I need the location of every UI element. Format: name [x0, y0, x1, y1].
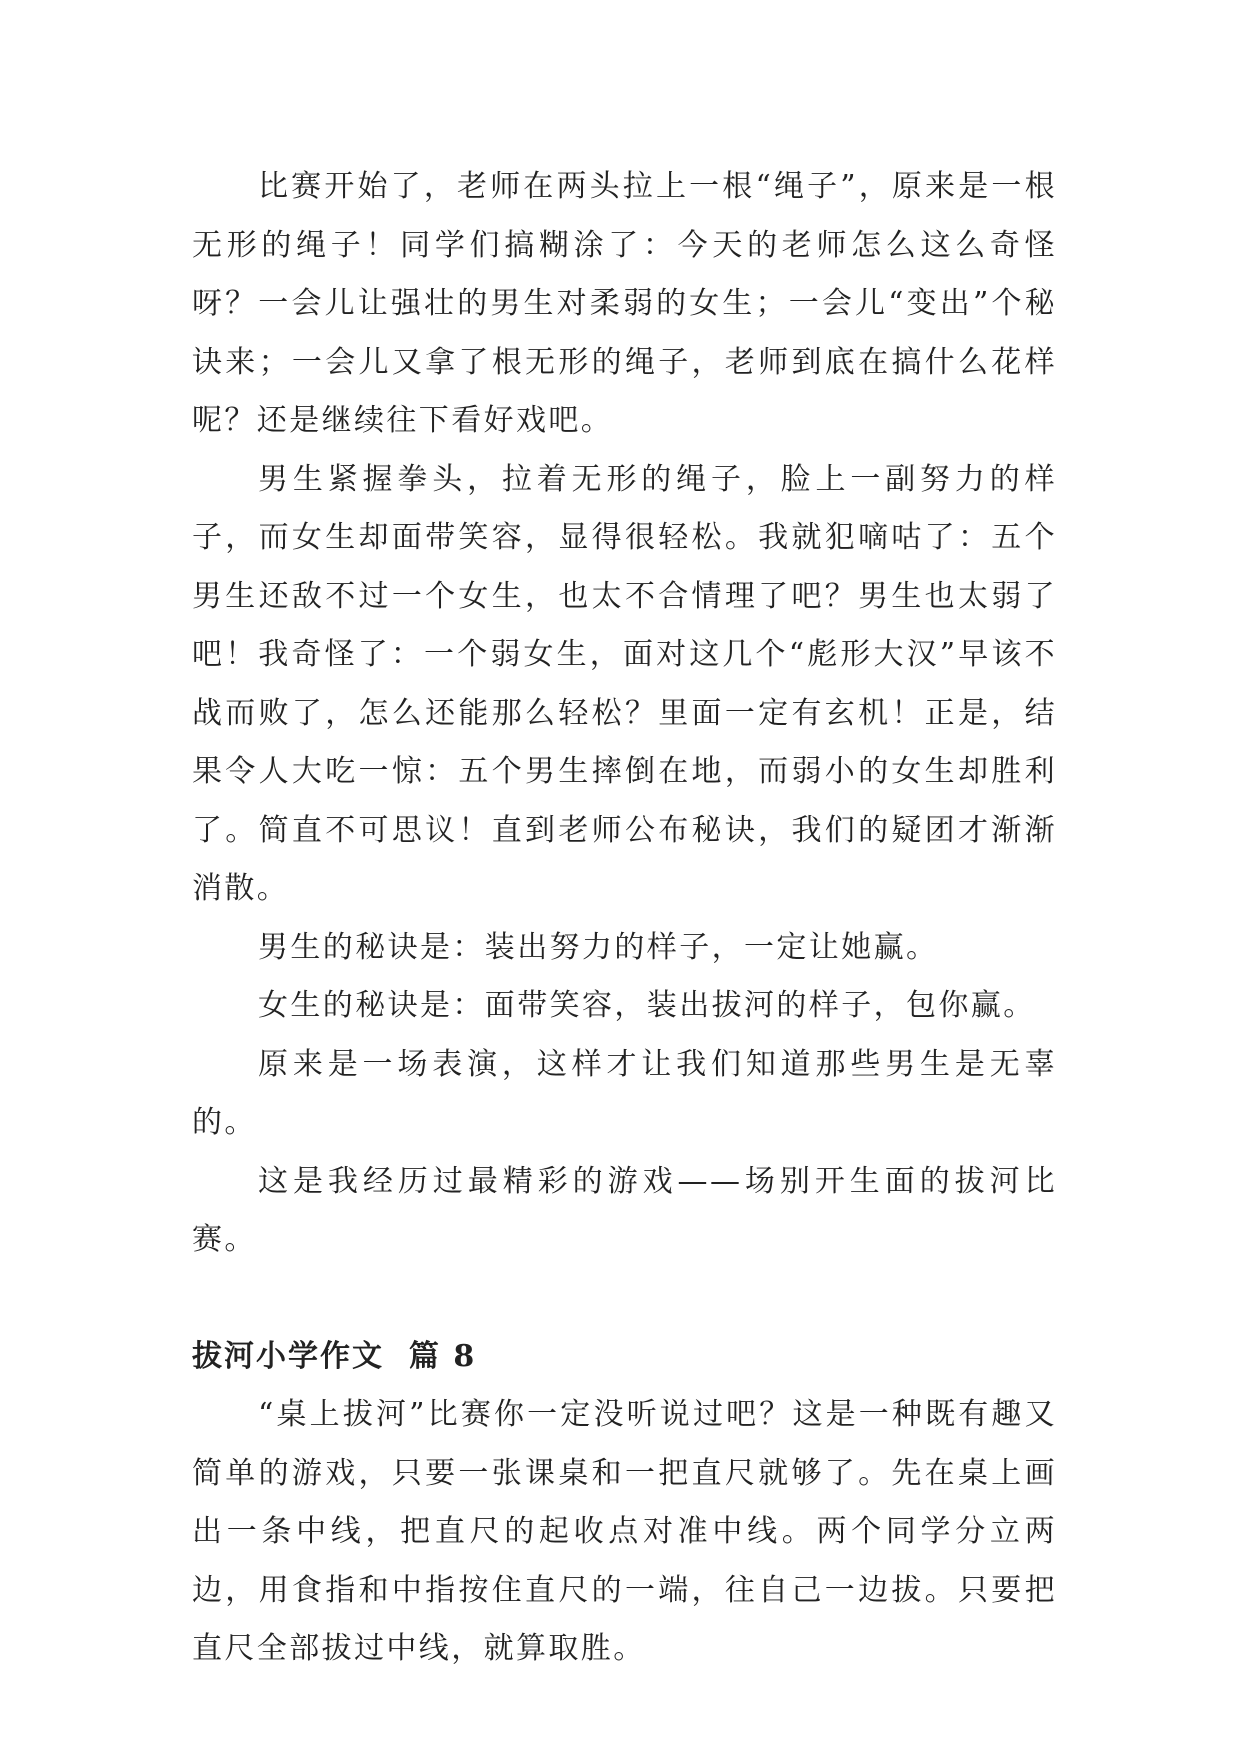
body-paragraph: 女生的秘诀是：面带笑容，装出拔河的样子，包你赢。: [258, 988, 1036, 1023]
section-heading: 拔河小学作文 篇 8: [192, 1338, 477, 1374]
body-paragraph: 男生的秘诀是：装出努力的样子，一定让她赢。: [258, 929, 939, 965]
section-spacer: [192, 1270, 1057, 1328]
document-page: [192, 158, 1057, 1679]
body-paragraph: 这是我经历过最精彩的游戏——场别开生面的拔河比赛。: [192, 1163, 1057, 1257]
body-paragraph: 原来是一场表演，这样才让我们知道那些男生是无辜的。: [192, 1046, 1057, 1140]
body-paragraph: 男生紧握拳头，拉着无形的绳子，脸上一副努力的样子，而女生却面带笑容，显得很轻松。我就犯嘀咕了：五个男生还敌不过一个女生，也太不合情理了吧？男生也太弱了吧！我奇怪了：一个弱女生，面对这几个“彪形大汉”早该不战而败了，怎么还能那么轻松？里面一定有玄机！正是，结果令人大吃一惊：五个男生摔倒在地，而弱小的女生却胜利了。简直不可思议！直到老师公布秘诀，我们的疑团才渐渐消散。: [192, 461, 1057, 906]
body-paragraph: 比赛开始了，老师在两头拉上一根“绳子”，原来是一根无形的绳子！同学们搞糊涂了：今天的老师怎么这么奇怪呀？一会儿让强壮的男生对柔弱的女生；一会儿“变出”个秘诀来；一会儿又拿了根无形的绳子，老师到底在搞什么花样呢？还是继续往下看好戏吧。: [192, 169, 1057, 438]
body-paragraph: “桌上拔河”比赛你一定没听说过吧？这是一种既有趣又简单的游戏，只要一张课桌和一把直尺就够了。先在桌上画出一条中线，把直尺的起收点对准中线。两个同学分立两边，用食指和中指按住直尺的一端，往自己一边拔。只要把直尺全部拔过中线，就算取胜。: [192, 1397, 1057, 1666]
